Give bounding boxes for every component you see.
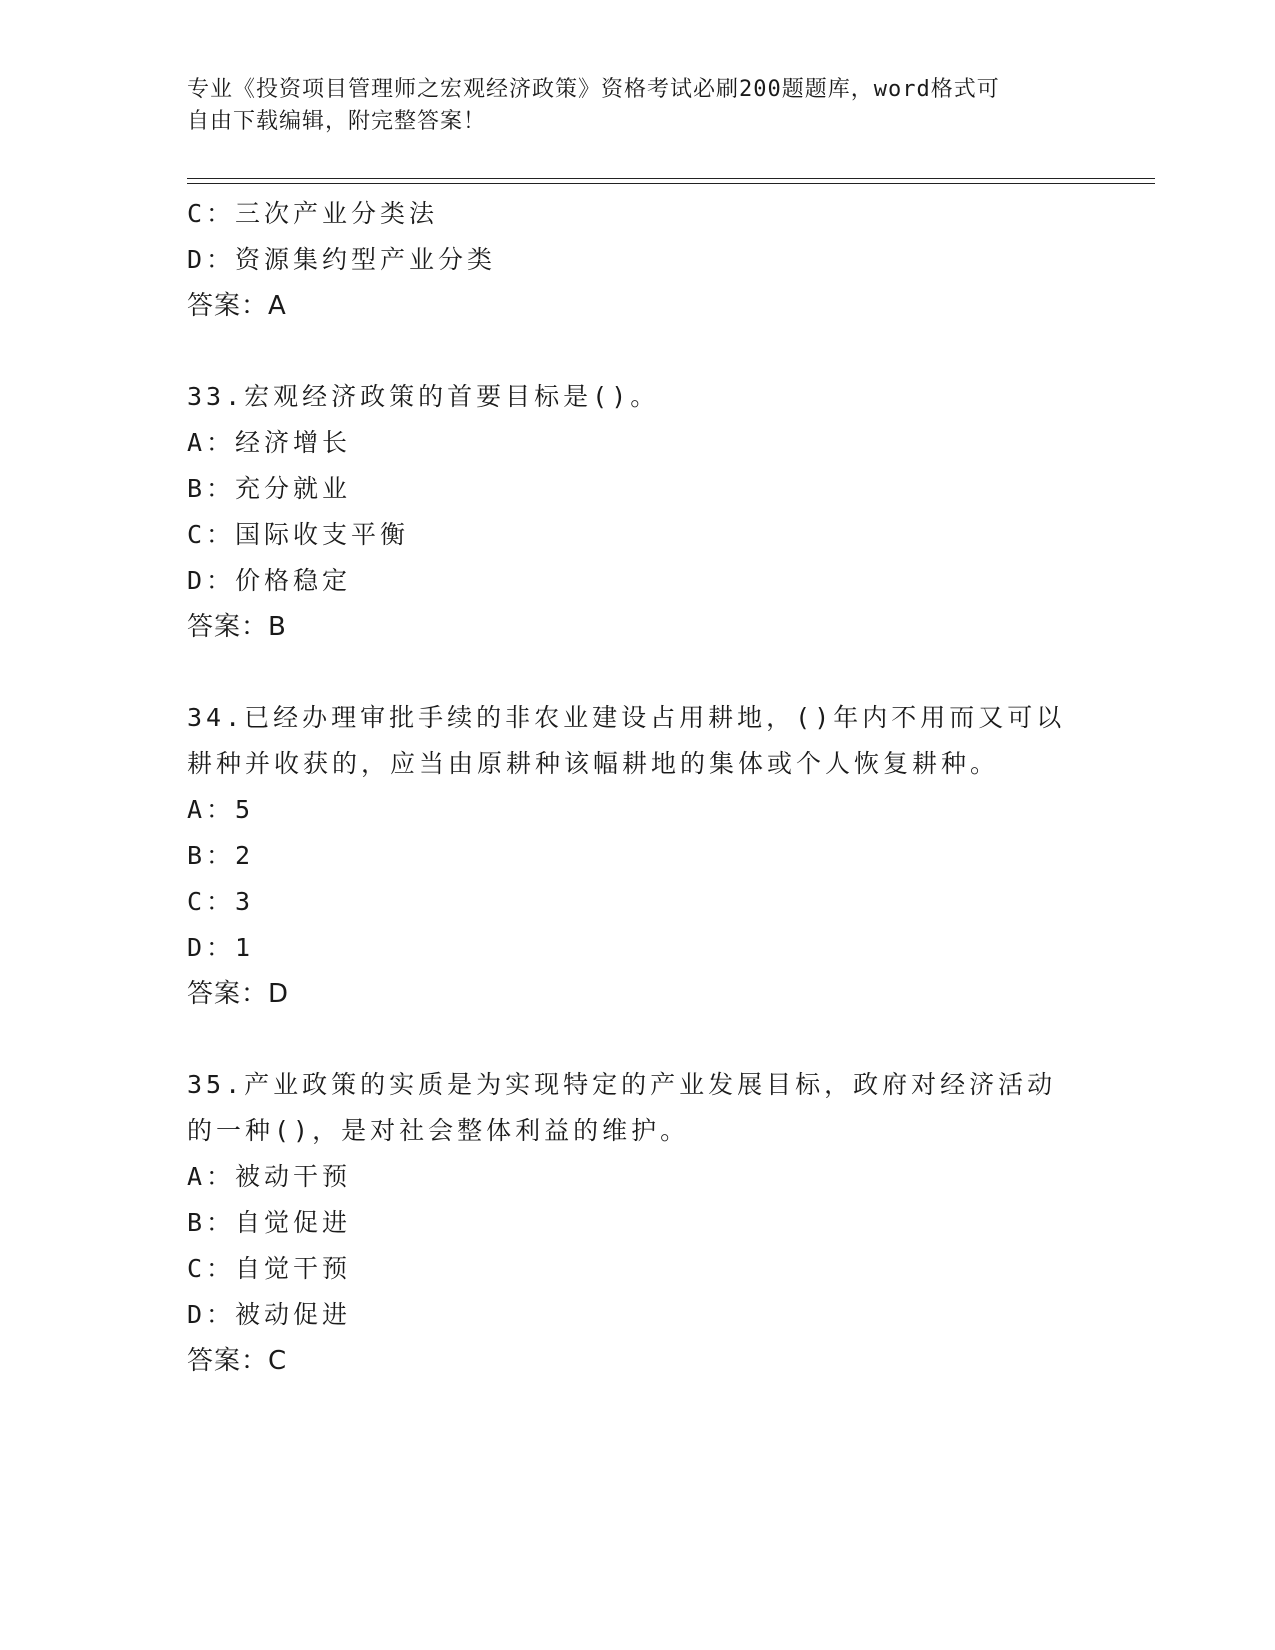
- question-34: [187, 695, 1077, 1017]
- answer-line: 答案：D: [187, 979, 290, 1009]
- header-divider-top: [187, 178, 1155, 179]
- answer-line: 答案：B: [187, 612, 287, 642]
- option-line: D：被动促进: [187, 1300, 352, 1329]
- question-stem: 33.宏观经济政策的首要目标是()。: [187, 382, 660, 411]
- option-line: D：价格稳定: [187, 566, 352, 595]
- document-header: [187, 74, 1067, 138]
- answer-line: 答案：C: [187, 1346, 288, 1376]
- header-title-line1: 专业《投资项目管理师之宏观经济政策》资格考试必刷200题题库，word格式可: [187, 77, 1000, 102]
- option-line: C：自觉干预: [187, 1254, 352, 1283]
- option-line: B：自觉促进: [187, 1208, 352, 1237]
- question-list: [187, 191, 1077, 1384]
- answer-line: 答案：A: [187, 291, 287, 321]
- carryover-block: [187, 191, 1077, 329]
- option-line: D：资源集约型产业分类: [187, 245, 497, 274]
- option-line: B：充分就业: [187, 474, 352, 503]
- option-line: C：国际收支平衡: [187, 520, 410, 549]
- option-line: C：三次产业分类法: [187, 199, 439, 228]
- option-line: A：被动干预: [187, 1162, 352, 1191]
- header-title-line2: 自由下载编辑，附完整答案！: [187, 109, 487, 134]
- option-line: B：2: [187, 841, 255, 870]
- option-line: D：1: [187, 933, 255, 962]
- option-line: A：5: [187, 795, 255, 824]
- option-line: C：3: [187, 887, 255, 916]
- question-stem: 34.已经办理审批手续的非农业建设占用耕地，()年内不用而又可以耕种并收获的，应当由原耕种该幅耕地的集体或个人恢复耕种。: [187, 703, 1066, 778]
- question-35: [187, 1062, 1077, 1384]
- option-line: A：经济增长: [187, 428, 352, 457]
- header-divider-bottom: [187, 183, 1155, 184]
- question-33: [187, 374, 1077, 650]
- question-stem: 35.产业政策的实质是为实现特定的产业发展目标，政府对经济活动的一种()，是对社会整体利益的维护。: [187, 1070, 1057, 1145]
